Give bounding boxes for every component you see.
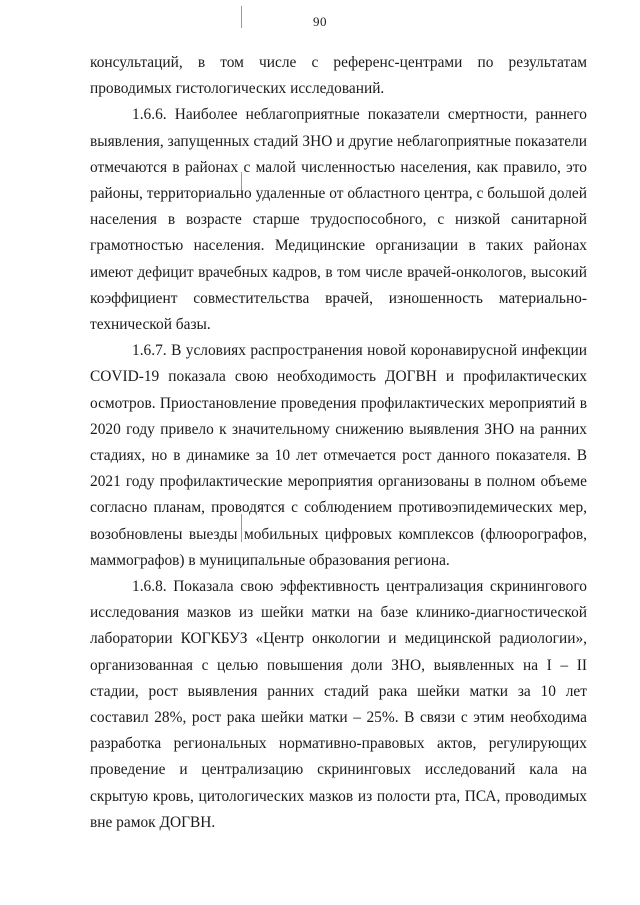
paragraph-1-6-6: 1.6.6. Наиболее неблагоприятные показатели смертности, раннего выявления, запущенных стадий ЗНО и другие неблагоприятные показатели отмечаются в районах с малой численностью населения, как правило, это районы, территориально удаленные от областного центра, с большой долей населения в возрасте старше трудоспособного, с низкой санитарной грамотностью населения. Медицинские организации в таких районах имеют дефицит врачебных кадров, в том числе врачей-онкологов, высокий коэффициент совместительства врачей, изношенность материально-технической базы. xyxy=(90,106,587,334)
paragraph-1-6-8: 1.6.8. Показала свою эффективность централизация скринингового исследования мазков из шейки матки на базе клинико-диагностической лаборатории КОГКБУЗ «Центр онкологии и медицинской радиологии», организованная с целью повышения доли ЗНО, выявленных на I – II стадии, рост выявления ранних стадий рака шейки матки за 10 лет составил 28%, рост рака шейки матки – 25%. В связи с этим необходима разработка региональных нормативно-правовых актов, регулирующих проведение и централизацию скрининговых исследований кала на скрытую кровь, цитологических мазков из полости рта, ПСА, проводимых вне рамок ДОГВН. xyxy=(90,578,587,831)
scan-artifact-line xyxy=(241,6,242,28)
paragraph-1-6-7: 1.6.7. В условиях распространения новой коронавирусной инфекции COVID-19 показала свою необходимость ДОГВН и профилактических осмотров. Приостановление проведения профилактических мероприятий в 2020 году привело к значительному снижению выявления ЗНО на ранних стадиях, но в динамике за 10 лет отмечается рост данного показателя. В 2021 году профилактические мероприятия организованы в полном объеме согласно планам, проводятся с соблюдением противоэпидемических мер, возобновлены выезды мобильных цифровых комплексов (флюорографов, маммографов) в муниципальные образования региона. xyxy=(90,342,587,569)
document-body xyxy=(90,50,587,836)
paragraph-continuation: консультаций, в том числе с референс-центрами по результатам проводимых гистологических исследований. xyxy=(90,54,587,98)
page-number: 90 xyxy=(313,14,327,29)
